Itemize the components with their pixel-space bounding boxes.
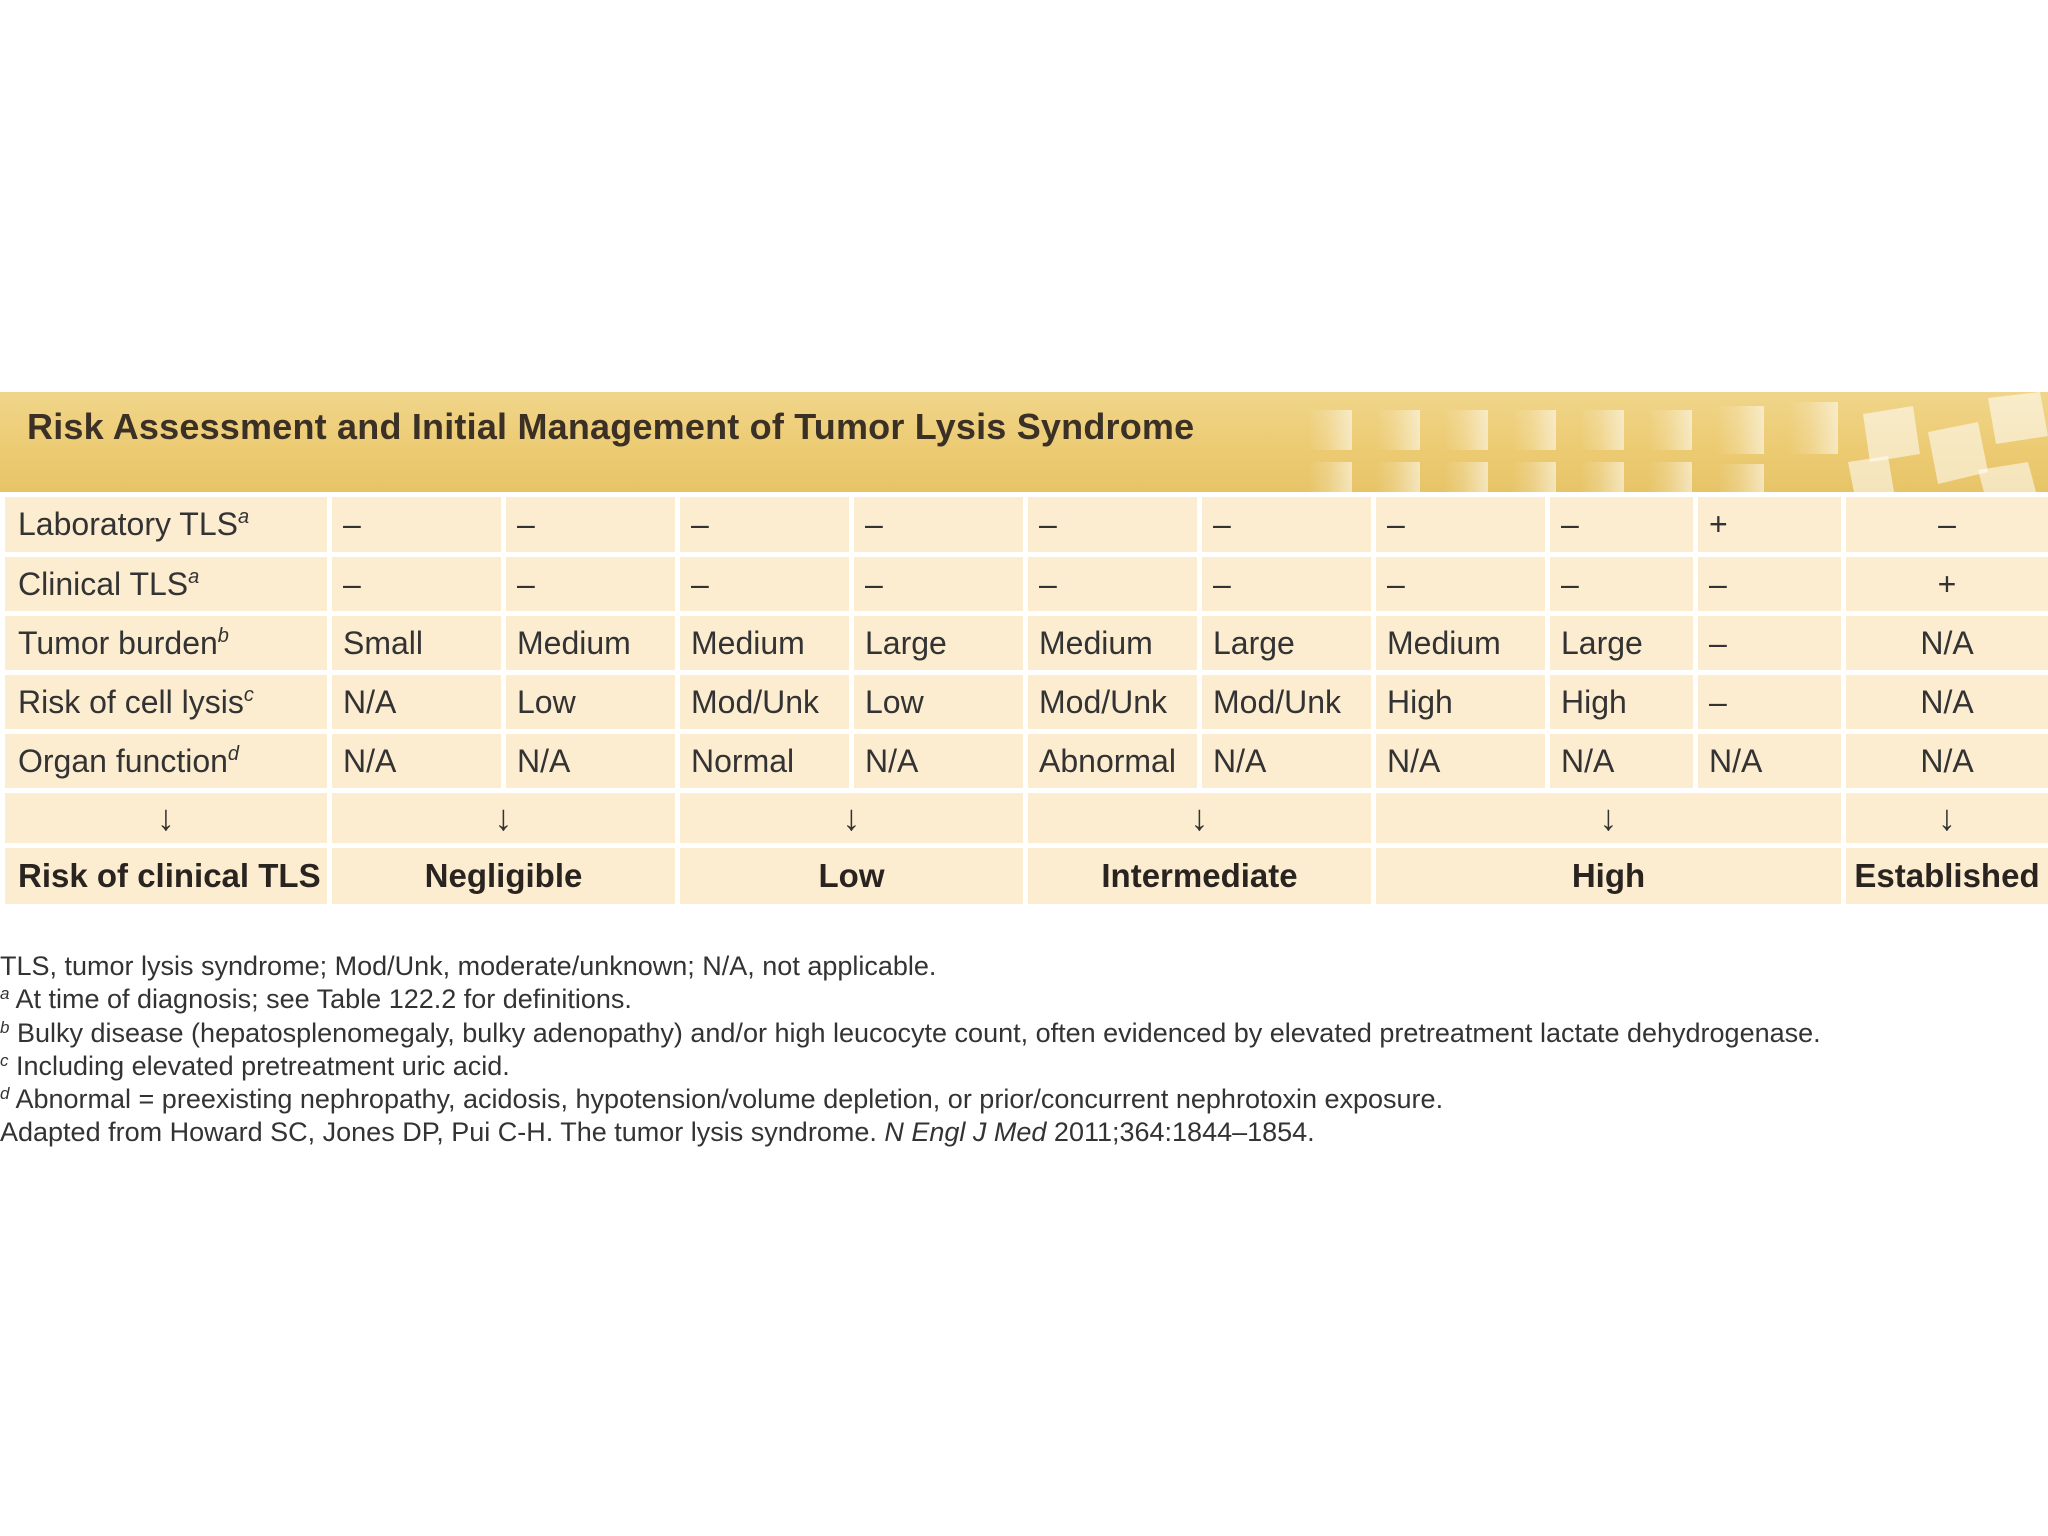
risk-established: Established: [1844, 846, 2048, 907]
table-cell: N/A: [1844, 732, 2048, 791]
footnote-c-text: Including elevated pretreatment uric acid.: [8, 1050, 510, 1081]
table-cell: –: [1026, 495, 1200, 555]
footnote-c: [0, 1050, 1821, 1083]
table-cell: –: [1548, 555, 1696, 614]
table-cell: Medium: [504, 614, 678, 673]
table-cell: High: [1374, 673, 1548, 732]
table-cell: N/A: [1844, 614, 2048, 673]
table-cell: Medium: [678, 614, 852, 673]
table-cell: –: [330, 555, 504, 614]
table-cell: Small: [330, 614, 504, 673]
row-label-text: Laboratory TLS: [18, 506, 238, 542]
table-cell: N/A: [504, 732, 678, 791]
footnote-b-text: Bulky disease (hepatosplenomegaly, bulky adenopathy) and/or high leucocyte count, often evidenced by elevated pretreatment lactate dehydrogenase.: [9, 1017, 1821, 1048]
risk-low: Low: [678, 846, 1026, 907]
arrow-cell: ↓: [330, 791, 678, 846]
decorative-pattern: [1288, 392, 2048, 492]
row-label: [3, 614, 330, 673]
footnote-d-mark: d: [0, 1084, 10, 1104]
risk-label: Risk of clinical TLS: [3, 846, 330, 907]
footnote-d-text: Abnormal = preexisting nephropathy, acidosis, hypotension/volume depletion, or prior/concurrent nephrotoxin exposure.: [9, 1084, 1444, 1115]
risk-high: High: [1374, 846, 1844, 907]
table-cell: –: [1696, 614, 1844, 673]
table-cell: Normal: [678, 732, 852, 791]
table-cell: –: [1200, 495, 1374, 555]
arrow-cell: ↓: [3, 791, 330, 846]
table-cell: Mod/Unk: [1026, 673, 1200, 732]
source-citation: Adapted from Howard SC, Jones DP, Pui C-H. The tumor lysis syndrome.: [0, 1117, 885, 1148]
table-cell: N/A: [1844, 673, 2048, 732]
footnote-b-mark: b: [0, 1017, 10, 1037]
table-cell: –: [1374, 495, 1548, 555]
table-cell: Large: [1548, 614, 1696, 673]
table-cell: –: [1696, 673, 1844, 732]
table-cell: N/A: [1374, 732, 1548, 791]
arrow-cell: ↓: [678, 791, 1026, 846]
risk-table: [0, 492, 2048, 909]
table-cell: –: [1200, 555, 1374, 614]
table-cell: +: [1844, 555, 2048, 614]
row-label-text: Risk of cell lysis: [18, 683, 244, 720]
row-risk-of-cell-lysis: [3, 673, 2048, 732]
risk-negligible: Negligible: [330, 846, 678, 907]
row-tumor-burden: [3, 614, 2048, 673]
table-cell: Abnormal: [1026, 732, 1200, 791]
table-cell: Mod/Unk: [678, 673, 852, 732]
table-cell: High: [1548, 673, 1696, 732]
footnote-marker: a: [188, 565, 200, 588]
footnote-abbreviations: TLS, tumor lysis syndrome; Mod/Unk, moderate/unknown; N/A, not applicable.: [0, 951, 937, 981]
title-bar: [0, 392, 2048, 492]
table-cell: +: [1696, 495, 1844, 555]
arrow-cell: ↓: [1374, 791, 1844, 846]
table-cell: Medium: [1026, 614, 1200, 673]
table-cell: –: [1844, 495, 2048, 555]
risk-intermediate: Intermediate: [1026, 846, 1374, 907]
table-cell: –: [678, 495, 852, 555]
footnote-a-text: At time of diagnosis; see Table 122.2 for definitions.: [9, 984, 632, 1015]
row-organ-function: [3, 732, 2048, 791]
table-cell: –: [678, 555, 852, 614]
footnote-a: [0, 983, 1821, 1016]
footnote-marker: d: [227, 742, 240, 765]
row-label-text: Clinical TLS: [18, 565, 189, 602]
table-cell: N/A: [330, 732, 504, 791]
risk-row: [3, 846, 2048, 907]
row-clinical-tls: [3, 555, 2048, 614]
table-cell: –: [330, 495, 504, 555]
row-label-text: Tumor burden: [18, 624, 218, 661]
arrow-cell: ↓: [1026, 791, 1374, 846]
source-journal: N Engl J Med: [884, 1117, 1047, 1148]
table-title: Risk Assessment and Initial Management of Tumor Lysis Syndrome: [27, 406, 1195, 447]
row-label: [3, 732, 330, 791]
footnote-a-mark: a: [0, 984, 10, 1004]
table-cell: N/A: [1548, 732, 1696, 791]
footnote-marker: b: [217, 624, 229, 647]
table-cell: N/A: [1696, 732, 1844, 791]
table-cell: –: [1696, 555, 1844, 614]
table-cell: –: [852, 555, 1026, 614]
table-cell: N/A: [330, 673, 504, 732]
row-laboratory-tls: [3, 495, 2048, 555]
table-cell: Low: [504, 673, 678, 732]
table-cell: Large: [1200, 614, 1374, 673]
table-cell: Large: [852, 614, 1026, 673]
table-cell: –: [1548, 495, 1696, 555]
row-label: [3, 673, 330, 732]
footnote-marker: c: [243, 683, 254, 706]
row-label: [3, 555, 330, 614]
table-figure: [0, 392, 2048, 909]
table-cell: –: [852, 495, 1026, 555]
table-cell: –: [504, 555, 678, 614]
table-cell: Low: [852, 673, 1026, 732]
row-label: [3, 495, 330, 555]
table-cell: –: [1374, 555, 1548, 614]
table-cell: –: [504, 495, 678, 555]
table-cell: N/A: [1200, 732, 1374, 791]
footnote-c-mark: c: [0, 1050, 9, 1070]
footnote-d: [0, 1083, 1821, 1116]
arrow-cell: ↓: [1844, 791, 2048, 846]
table-cell: –: [1026, 555, 1200, 614]
footnote-source: [0, 1116, 1821, 1149]
footnotes: [0, 950, 1821, 1150]
footnote-b: [0, 1017, 1821, 1050]
arrow-row: [3, 791, 2048, 846]
table-cell: Medium: [1374, 614, 1548, 673]
source-details: 2011;364:1844–1854.: [1046, 1117, 1315, 1148]
row-label-text: Organ function: [18, 742, 228, 779]
table-cell: Mod/Unk: [1200, 673, 1374, 732]
table-cell: N/A: [852, 732, 1026, 791]
footnote-marker: a: [237, 506, 250, 528]
